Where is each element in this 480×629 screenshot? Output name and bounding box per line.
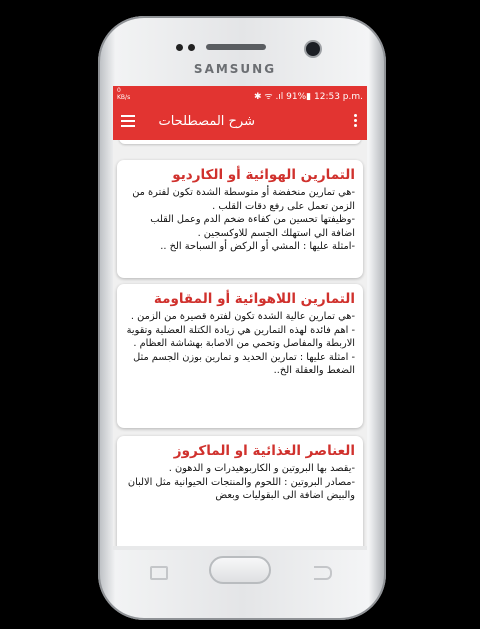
term-card[interactable] (117, 284, 363, 428)
app-toolbar (113, 104, 367, 140)
status-icons-time: ✱ ᯤ .ıl 91%▮ 12:53 p.m. (253, 92, 363, 102)
term-card-body: -هي تمارين منخفضة أو متوسطة الشدة تكون لفترة من الزمن تعمل على رفع دقات القلب . -وظيفتها تحسين من كفاءة ضخم الدم وعمل القلب اضافة الي استهلك الجسم للاوكسجين . -امثلة عليها : المشي أو الركض أو السباحة الخ .. (132, 187, 355, 252)
term-card[interactable] (117, 436, 363, 546)
term-card-body: -يقصد بها البروتين و الكاربوهيدرات و الدهون . -مصادر البروتين : اللحوم والمنتجات الحيوانية مثل الالبان والبيض اضافة الى البقوليات وبعض (127, 463, 355, 501)
term-card-title: العناصر الغذائية او الماكروز (173, 443, 355, 459)
back-button[interactable] (314, 566, 332, 580)
term-card[interactable] (117, 160, 363, 278)
sensor-dot-right (188, 44, 195, 51)
hamburger-menu-icon[interactable] (121, 115, 135, 127)
overflow-menu-icon[interactable] (354, 114, 357, 129)
previous-card-edge (119, 140, 361, 144)
sensor-dot-left (176, 44, 183, 51)
home-button[interactable] (209, 556, 271, 584)
recent-apps-button[interactable] (150, 566, 168, 580)
device-brand: SAMSUNG (193, 62, 277, 76)
toolbar-title: شرح المصطلحات (158, 114, 255, 129)
term-card-body: -هي تمارين عالية الشدة تكون لفترة قصيرة من الزمن . - اهم فائدة لهذه التمارين هي زيادة الكتلة العضلية وتقوية الاربطة والمفاصل وتحمي من الاصابة بهشاشة العظام . - امثلة عليها : تمارين الحديد و تمارين بوزن الجسم مثل الضغط والعقلة الخ.. (126, 311, 355, 376)
cards-list[interactable] (113, 140, 367, 546)
app-screen (113, 86, 367, 546)
term-card-title: التمارين الهوائية أو الكارديو (172, 167, 355, 183)
term-card-title: التمارين اللاهوائية أو المقاومة (153, 291, 355, 307)
screen-bottom-bezel (113, 546, 367, 550)
earpiece-speaker (206, 44, 266, 50)
status-bar (113, 86, 367, 104)
network-speed: 0 KB/s (117, 87, 131, 101)
front-camera (306, 42, 320, 56)
